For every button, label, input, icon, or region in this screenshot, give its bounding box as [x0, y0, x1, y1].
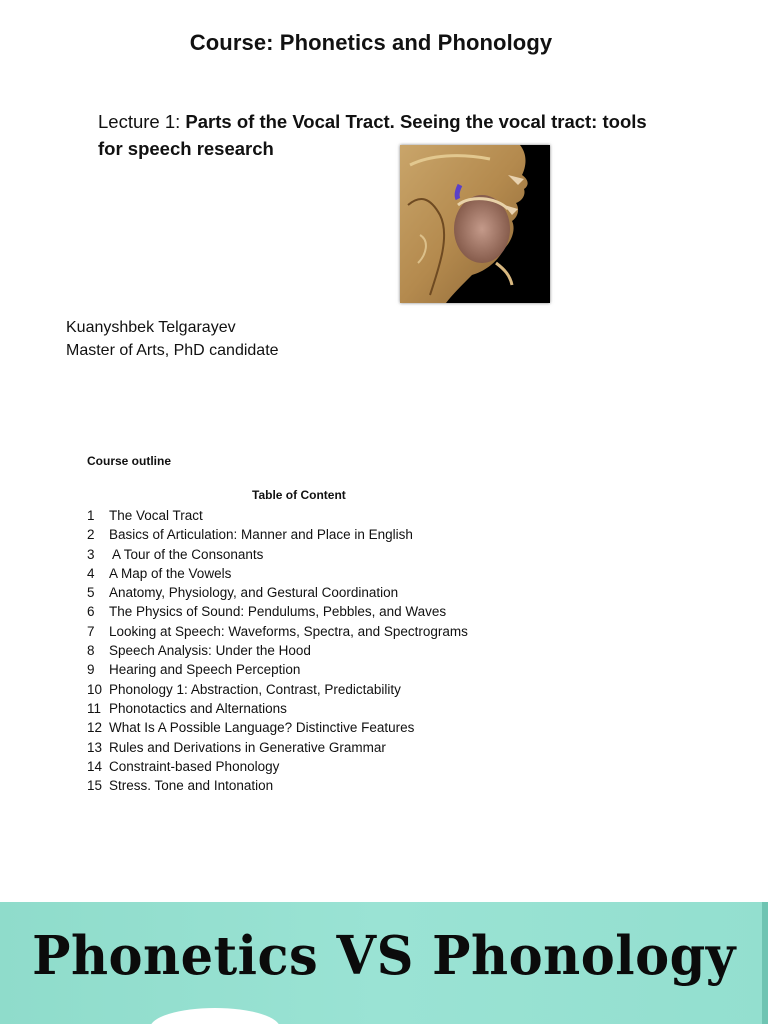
- toc-item-number: 3: [87, 546, 95, 562]
- toc-item-text: Hearing and Speech Perception: [109, 662, 301, 678]
- toc-item-text: The Vocal Tract: [109, 508, 203, 523]
- lecture-number: Lecture 1:: [98, 111, 186, 132]
- toc-item: [87, 699, 468, 718]
- toc-item: [87, 660, 468, 679]
- toc-item-text: The Physics of Sound: Pendulums, Pebbles, and Waves: [109, 604, 447, 620]
- author-name: Kuanyshbek Telgarayev: [66, 319, 236, 336]
- author-credentials: Master of Arts, PhD candidate: [66, 342, 279, 359]
- toc-item-text: What Is A Possible Language? Distinctive Features: [109, 720, 415, 736]
- toc-item-number: 10: [87, 681, 103, 697]
- toc-item: [87, 757, 468, 776]
- toc-item-text: A Tour of the Consonants: [109, 546, 264, 562]
- toc-list: [87, 506, 468, 795]
- toc-item: [87, 525, 468, 544]
- page-title: Course: Phonetics and Phonology: [189, 30, 553, 55]
- banner-title: Phonetics VS Phonology: [32, 924, 736, 988]
- toc-item: [87, 545, 468, 564]
- toc-item-text: Constraint-based Phonology: [109, 758, 280, 774]
- toc-item-number: 7: [87, 623, 95, 639]
- toc-item-number: 13: [87, 739, 103, 755]
- toc-item: [87, 680, 468, 699]
- lecture-title: Parts of the Vocal Tract. Seeing the vocal tract: tools for speech research: [98, 111, 647, 159]
- toc-item-number: 4: [87, 565, 95, 581]
- toc-item-number: 14: [87, 758, 103, 774]
- author-block: [66, 316, 279, 362]
- toc-item: [87, 583, 468, 602]
- toc-item: [87, 718, 468, 737]
- toc-item-number: 15: [87, 778, 103, 794]
- toc-item-text: Speech Analysis: Under the Hood: [109, 643, 311, 659]
- toc-item-number: 2: [87, 527, 95, 543]
- toc-item-text: Anatomy, Physiology, and Gestural Coordination: [109, 585, 399, 601]
- toc-item-number: 12: [87, 720, 103, 736]
- toc-item: [87, 738, 468, 757]
- toc-item-text: A Map of the Vowels: [109, 565, 232, 581]
- toc-item-text: Looking at Speech: Waveforms, Spectra, and Spectrograms: [109, 623, 468, 639]
- toc-item: [87, 776, 468, 795]
- lecture-heading: [98, 108, 658, 162]
- toc-item: [87, 564, 468, 583]
- toc-item: [87, 602, 468, 621]
- toc-item-text: Basics of Articulation: Manner and Place in English: [109, 527, 413, 543]
- banner-edge: [762, 902, 768, 1024]
- toc-item: [87, 622, 468, 641]
- toc-item: [87, 506, 468, 525]
- banner-decoration: [150, 1008, 280, 1024]
- toc-item-number: 9: [87, 662, 95, 678]
- toc-item-number: 11: [87, 700, 102, 716]
- toc-item-text: Stress. Tone and Intonation: [109, 778, 274, 794]
- toc-item-text: Rules and Derivations in Generative Grammar: [109, 739, 386, 755]
- toc-item-text: Phonology 1: Abstraction, Contrast, Predictability: [109, 681, 401, 697]
- toc-item-number: 6: [87, 604, 95, 620]
- mri-head-sagittal-image: [400, 145, 550, 303]
- toc-item-number: 8: [87, 643, 95, 659]
- toc-item: [87, 641, 468, 660]
- toc-heading: Table of Content: [252, 488, 346, 502]
- toc-item-text: Phonotactics and Alternations: [109, 700, 287, 716]
- course-outline-label: Course outline: [87, 454, 172, 468]
- toc-item-number: 5: [87, 585, 95, 601]
- phonetics-vs-phonology-banner: [0, 902, 768, 1024]
- toc-item-number: 1: [87, 508, 95, 523]
